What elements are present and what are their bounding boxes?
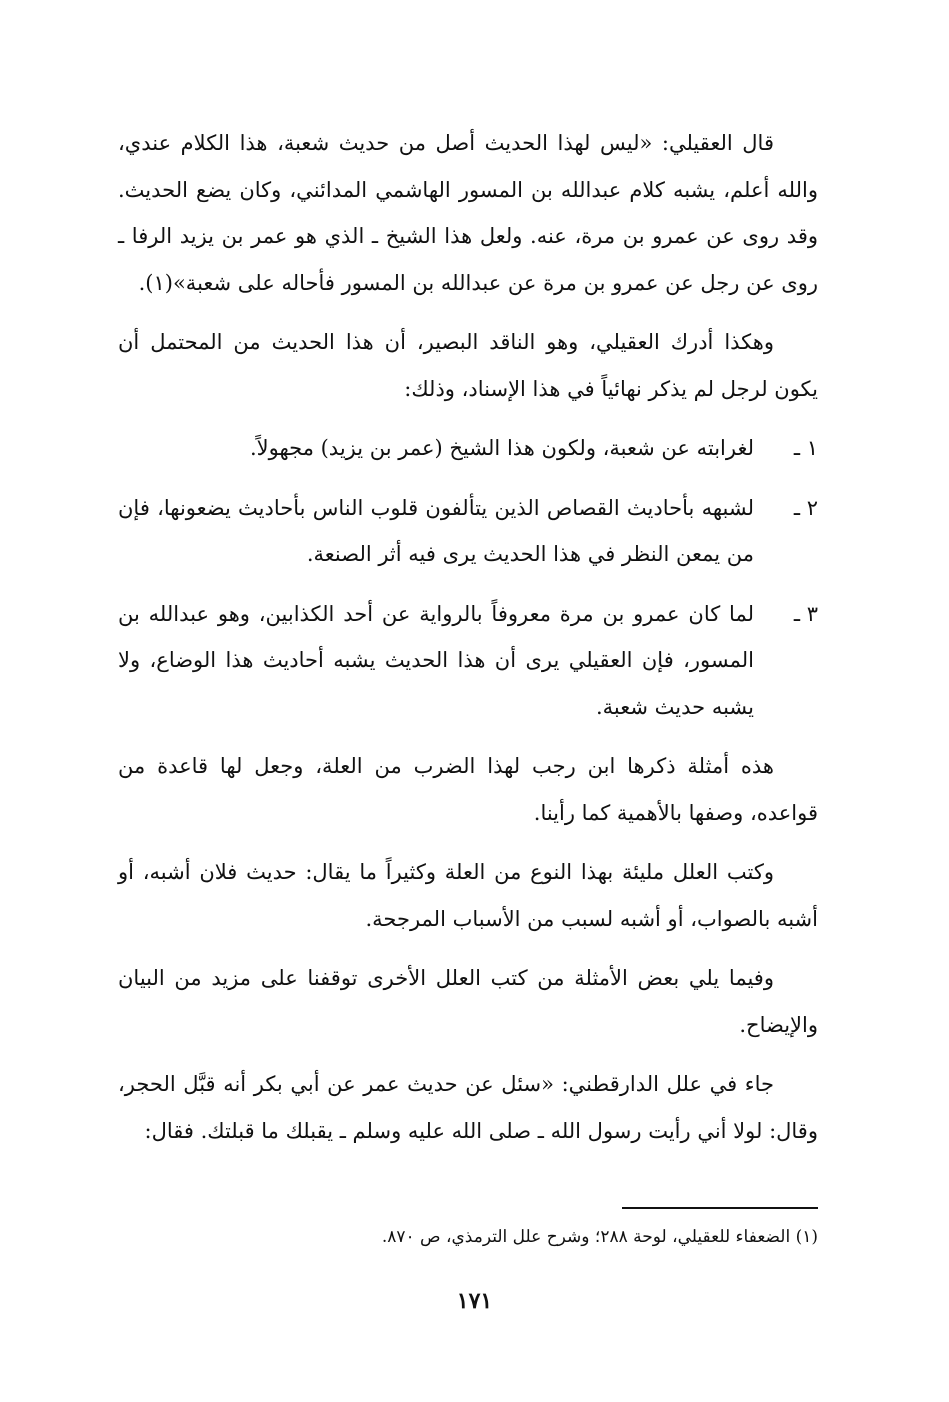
paragraph-uqayli-realized: وهكذا أدرك العقيلي، وهو الناقد البصير، أن هذا الحديث من المحتمل أن يكون لرجل لم يذكر نهائياً في هذا الإسناد، وذلك: xyxy=(118,330,818,401)
list-item-number: ٢ ـ xyxy=(793,495,818,520)
page-number: ١٧١ xyxy=(456,1288,493,1314)
list-item-number: ١ ـ xyxy=(793,436,818,460)
paragraph-books-of-ilal: وكتب العلل مليئة بهذا النوع من العلة وكثيراً ما يقال: حديث فلان أشبه، أو أشبه بالصواب، أو أشبه لسبب من الأسباب المرجحة. xyxy=(118,860,818,931)
paragraph-examples-ibn-rajab: هذه أمثلة ذكرها ابن رجب لهذا الضرب من العلة، وجعل لها قاعدة من قواعده، وصفها بالأهمية كما رأينا. xyxy=(118,754,818,825)
list-item-text: لما كان عمرو بن مرة معروفاً بالرواية عن أحد الكذابين، وهو عبدالله بن المسور، فإن العقيلي يرى أن هذا الحديث يشبه أحاديث هذا الوضاع، ولا يشبه حديث شعبة. xyxy=(118,601,754,719)
footnote-divider xyxy=(622,1207,818,1209)
list-item xyxy=(118,425,818,472)
paragraph-uqayli-quote: قال العقيلي: «ليس لهذا الحديث أصل من حديث شعبة، هذا الكلام عندي، والله أعلم، يشبه كلام عبدالله بن المسور الهاشمي المدائني، وكان يضع الحديث. وقد روى عن عمرو بن مرة، عنه. ولعل هذا الشيخ ـ الذي هو عمر بن يزيد الرفا ـ روى عن رجل عن عمرو بن مرة عن عبدالله بن المسور فأحاله على شعبة»(١). xyxy=(118,131,818,295)
paragraph-following-examples: وفيما يلي بعض الأمثلة من كتب العلل الأخرى توقفنا على مزيد من البيان والإيضاح. xyxy=(118,966,818,1037)
list-item xyxy=(118,485,818,578)
list-item-number: ٣ ـ xyxy=(793,601,818,626)
paragraph-daraqutni-quote: جاء في علل الدارقطني: «سئل عن حديث عمر عن أبي بكر أنه قبَّل الحجر، وقال: لولا أني رأيت رسول الله ـ صلى الله عليه وسلم ـ يقبلك ما قبلتك. فقال: xyxy=(118,1072,818,1143)
list-item-text: لشبهه بأحاديث القصاص الذين يتألفون قلوب الناس بأحاديث يضعونها، فإن من يمعن النظر في هذا الحديث يرى فيه أثر الصنعة. xyxy=(118,495,754,566)
footnote: (١) الضعفاء للعقيلي، لوحة ٢٨٨؛ وشرح علل الترمذي، ص ٨٧٠. xyxy=(381,1227,818,1247)
list-item xyxy=(118,591,818,731)
main-text xyxy=(118,120,818,1167)
list-item-text: لغرابته عن شعبة، ولكون هذا الشيخ (عمر بن يزيد) مجهولاً. xyxy=(249,436,754,460)
